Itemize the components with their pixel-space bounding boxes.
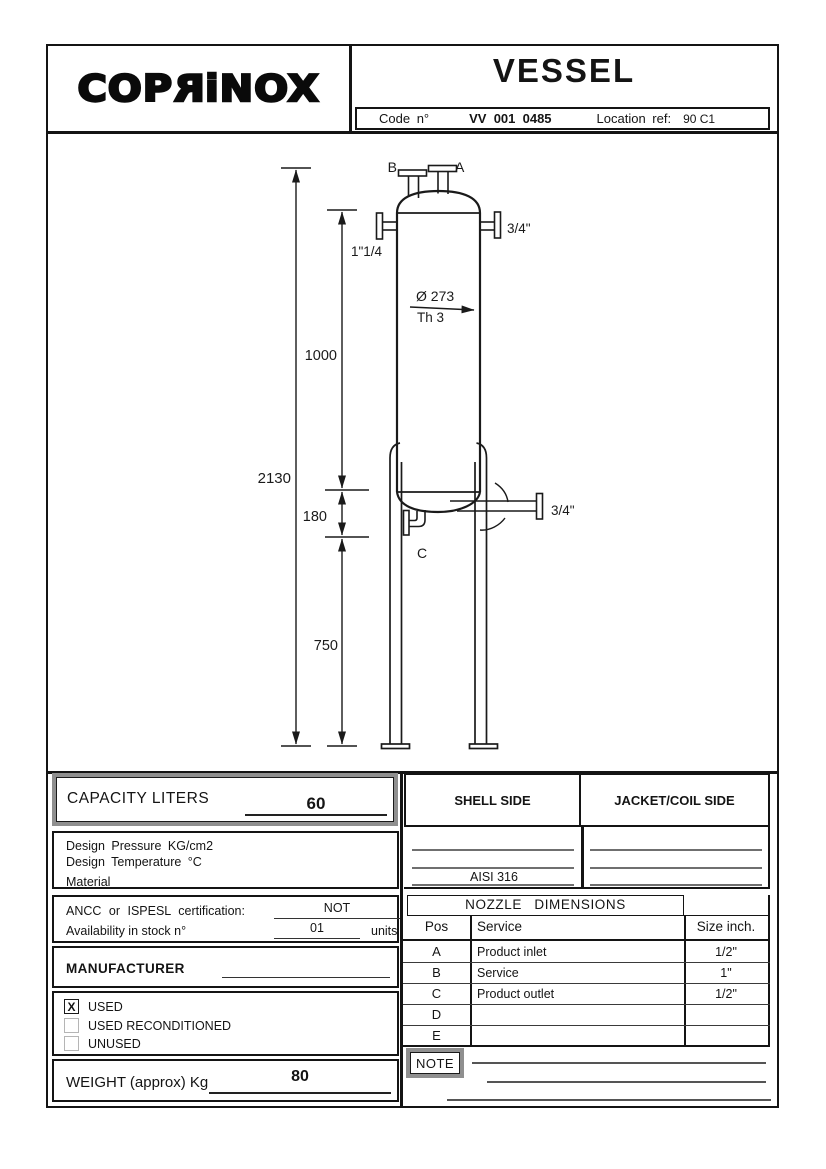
capacity-value: 60 [245, 794, 387, 816]
page-title: VESSEL [492, 52, 636, 89]
nozzle-header-service: Service [477, 919, 523, 934]
nozzle-row-separator [403, 983, 770, 985]
nozzle-row-separator [403, 1004, 770, 1006]
top-right-nozzle-size-label: 3/4" [507, 221, 531, 236]
vessel-shell [397, 191, 480, 512]
nozzle-c-label: C [416, 545, 428, 561]
jacket-material-line [590, 884, 762, 886]
dimension-line-segments [325, 210, 369, 746]
certification-label: ANCC or ISPESL certification: [66, 904, 245, 918]
code-value: VV 001 0485 [469, 111, 552, 126]
used-reconditioned-checkbox[interactable] [64, 1018, 79, 1033]
weight-label: WEIGHT (approx) Kg [66, 1074, 209, 1091]
material-label: Material [66, 875, 111, 889]
nozzle-table-top-line [684, 915, 770, 917]
nozzle-header-pos: Pos [424, 919, 449, 934]
code-label: Code n° [379, 111, 430, 126]
bottom-nozzle-c [404, 510, 426, 535]
shell-temperature-line [412, 867, 574, 869]
certification-box [52, 895, 399, 943]
certification-value: NOT [274, 901, 400, 919]
nozzle-table-bottom-border [403, 1045, 770, 1047]
nozzle-pos: C [431, 986, 442, 1001]
nozzle-b-label: B [387, 159, 397, 175]
vessel-technical-drawing [48, 131, 778, 773]
note-blank-line [487, 1081, 766, 1083]
dim-shell-length-label: 1000 [304, 348, 337, 364]
condition-row-used-reconditioned [64, 1018, 231, 1033]
stock-value: 01 [274, 921, 360, 939]
nozzle-service: Service [477, 966, 519, 980]
coprinox-logo [77, 67, 319, 109]
nozzle-service: Product inlet [477, 945, 547, 959]
nozzle-size: 1/2" [715, 945, 737, 959]
dimension-line-total-2130 [281, 168, 311, 746]
nozzle-table-header-underline [403, 939, 770, 941]
condition-box [52, 991, 399, 1056]
manufacturer-box [52, 946, 399, 988]
stock-units-label: units [371, 924, 398, 938]
weight-box [52, 1059, 399, 1102]
condition-row-used [64, 999, 123, 1014]
design-parameters-box [52, 831, 399, 889]
unused-label: UNUSED [88, 1036, 141, 1051]
jacket-temperature-line [590, 867, 762, 869]
diameter-label: Ø 273 [416, 288, 455, 304]
nozzle-pos: D [431, 1007, 442, 1022]
note-blank-line [472, 1062, 766, 1064]
note-box [406, 1048, 464, 1078]
nozzle-service: Product outlet [477, 987, 555, 1001]
left-side-nozzle [377, 213, 398, 239]
used-reconditioned-label: USED RECONDITIONED [88, 1018, 232, 1033]
nozzle-pos: A [432, 944, 441, 959]
nozzle-header-size: Size inch. [696, 919, 756, 934]
nozzle-table-title: NOZZLE DIMENSIONS [407, 895, 684, 916]
nozzle-size: 1/2" [715, 987, 737, 1001]
dim-bottom-section-label: 180 [302, 509, 327, 525]
nozzle-table-right-edge [768, 895, 770, 1046]
right-side-nozzle [480, 212, 501, 238]
capacity-label: CAPACITY LITERS [67, 790, 210, 807]
condition-row-unused [64, 1036, 141, 1051]
note-blank-line [447, 1099, 771, 1101]
nozzle-a-label: A [455, 159, 465, 175]
location-ref-label: Location ref: [596, 111, 672, 126]
logo-part: iNOX [204, 67, 320, 110]
jacket-pressure-line [590, 849, 762, 851]
shell-material-line [412, 884, 574, 886]
weight-value: 80 [209, 1068, 391, 1094]
used-checkbox[interactable]: X [64, 999, 79, 1014]
nozzle-pos: B [432, 965, 441, 980]
thickness-label: Th 3 [417, 310, 445, 325]
dim-total-height-label: 2130 [257, 470, 291, 487]
design-values-area [404, 827, 770, 889]
unused-checkbox[interactable] [64, 1036, 79, 1051]
manufacturer-label: MANUFACTURER [66, 961, 185, 976]
nozzle-row-separator [403, 1025, 770, 1027]
location-ref-value: 90 C1 [683, 111, 716, 126]
shell-side-header: SHELL SIDE [404, 773, 581, 827]
jacket-coil-side-header: JACKET/COIL SIDE [581, 773, 770, 827]
nozzle-pos: E [432, 1028, 441, 1043]
note-label: NOTE [410, 1052, 460, 1074]
design-values-divider [581, 827, 584, 887]
dim-leg-height-label: 750 [313, 638, 338, 654]
shell-pressure-line [412, 849, 574, 851]
logo-part: COP [77, 67, 174, 110]
manufacturer-blank-line [222, 958, 390, 978]
stock-label: Availability in stock n° [66, 924, 187, 938]
nozzle-size: 1" [720, 966, 732, 980]
nozzle-row-separator [403, 962, 770, 964]
material-shell-value: AISI 316 [470, 870, 518, 884]
design-pressure-label: Design Pressure KG/cm2 [66, 839, 214, 853]
capacity-box [52, 773, 398, 826]
logo-part-mirrored-r: R [173, 67, 205, 110]
top-nozzle-a [429, 166, 457, 195]
nozzle-table-col-divider-1 [470, 916, 472, 1046]
design-temperature-label: Design Temperature °C [66, 855, 202, 869]
code-box [355, 107, 770, 130]
logo-cell [48, 46, 349, 131]
nozzle-table-col-divider-2 [684, 916, 686, 1046]
left-nozzle-size-label: 1"1/4 [351, 244, 383, 259]
bottom-right-nozzle-size-label: 3/4" [551, 503, 575, 518]
used-label: USED [88, 999, 123, 1014]
